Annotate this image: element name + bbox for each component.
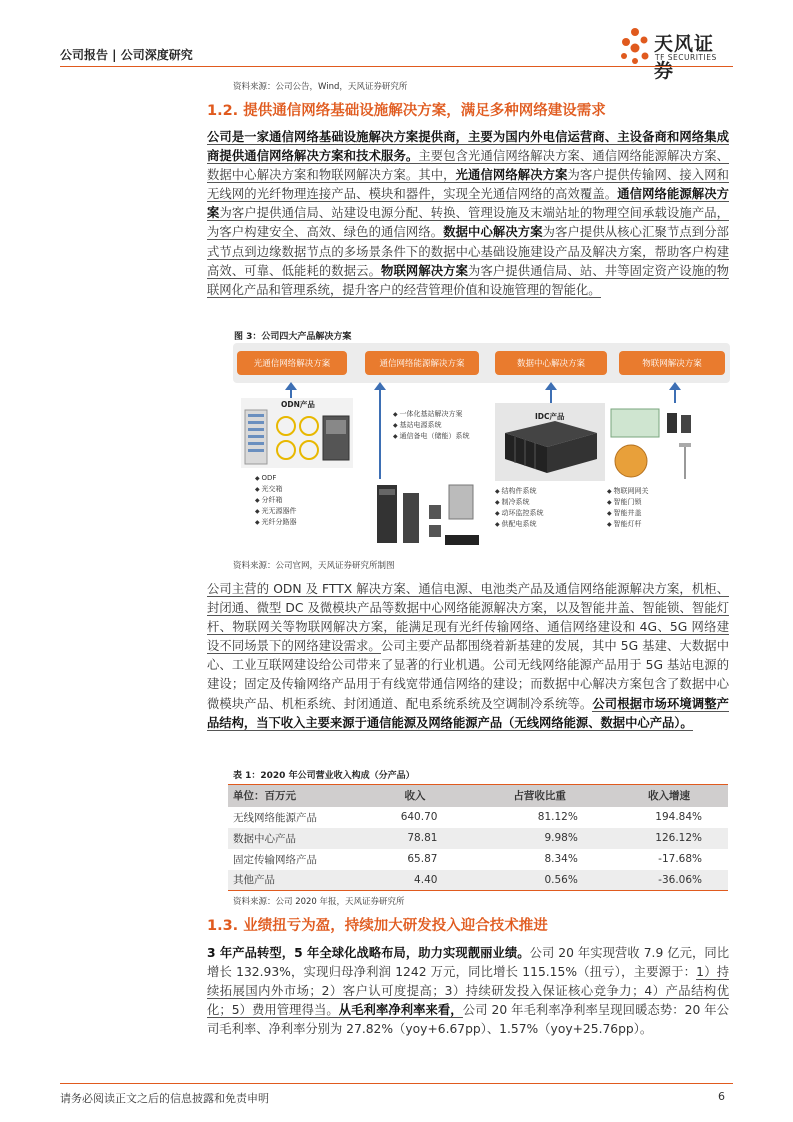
table-cell: 65.87	[407, 853, 438, 865]
table-cell: 无线网络能源产品	[233, 811, 317, 824]
section-1-3-heading	[207, 914, 548, 935]
odn-item: ◆ 光交箱	[255, 484, 297, 495]
table-row	[228, 828, 728, 849]
arrow-up-icon	[674, 389, 676, 403]
table-cell: 其他产品	[228, 870, 366, 891]
table-cell: 81.12%	[537, 811, 578, 823]
column-header: 收入增速	[604, 785, 728, 807]
iot-item: ◆ 智能灯杆	[607, 519, 649, 530]
table-row	[228, 807, 728, 828]
section-title: 业绩扭亏为盈，持续加大研发投入迎合技术推进	[243, 918, 548, 934]
idc-item: ◆ 供配电系统	[495, 519, 544, 530]
iot-list	[607, 486, 649, 530]
para1-text: 为客户提供从核心汇聚节点到分部式节点到边缘数据节点的多场景条件下的数据中心基础设施建设产品及解决方案，帮助客户构建高效、可靠、低能耗的数据云。	[207, 225, 729, 278]
table-cell: 0.56%	[463, 870, 603, 891]
table-cell: -36.06%	[604, 870, 728, 891]
paragraph-products	[207, 580, 729, 733]
footer-divider	[60, 1083, 733, 1084]
table-cell: 640.70	[400, 811, 438, 823]
energy-item: ◆ 基站电源系统	[393, 420, 470, 431]
column-header: 占营收比重	[463, 785, 603, 807]
pill-iot: 物联网解决方案	[619, 351, 725, 375]
para1-iot: 物联网解决方案	[381, 263, 469, 278]
odn-item: ◆ 分纤箱	[255, 495, 297, 506]
report-type: 公司报告 | 公司深度研究	[60, 48, 193, 62]
table-cell: 数据中心产品	[228, 828, 366, 849]
table-cell: 78.81	[366, 828, 463, 849]
column-header: 收入	[366, 785, 463, 807]
para3-margin-lead: 从毛利率净利率来看，	[338, 1003, 463, 1018]
energy-item: ◆ 通信备电（储能）系统	[393, 431, 470, 442]
iot-item: ◆ 智能门锁	[607, 497, 649, 508]
table-1-title: 表 1：2020 年公司营业收入构成（分产品）	[233, 771, 415, 781]
para3-text: 公司 20 年毛利率净利率呈现回暖态势：20 年公司毛利率、净利率分别为 27.82%（yoy+6.67pp）、1.57%（yoy+25.76pp）。	[207, 1003, 729, 1037]
table-cell: 194.84%	[655, 811, 702, 823]
pill-energy: 通信网络能源解决方案	[365, 351, 479, 375]
pill-datacenter: 数据中心解决方案	[495, 351, 607, 375]
figure-3	[233, 343, 730, 555]
table-header-row	[228, 785, 728, 807]
revenue-table	[228, 784, 728, 891]
para1-energy: 通信网络能源解决方案	[207, 187, 729, 221]
energy-product-image	[369, 479, 481, 553]
para3-lead: 3 年产品转型，5 年全球化战略布局，助力实现靓丽业绩。	[207, 946, 530, 960]
para1-text: 为客户提供传输网、接入网和无线网的光纤物理连接产品、模块和器件，实现全光通信网络的高效覆盖。	[207, 168, 729, 202]
figure-3-source: 资料来源：公司官网，天风证券研究所制图	[233, 561, 395, 571]
idc-list	[495, 486, 544, 530]
section-number: 1.2.	[207, 103, 239, 119]
iot-item: ◆ 智能井盖	[607, 508, 649, 519]
para1-text: 为客户提供通信局、站建设电源分配、转换、管理设施及末端站址的物理空间承载设施产品，为客户构建安全、高效、绿色的通信网络。	[207, 206, 729, 240]
para1-text: 主要包含光通信网络解决方案、通信网络能源解决方案、数据中心解决方案和物联网解决方案。其中，	[207, 149, 729, 183]
solutions-bar	[233, 343, 730, 383]
table-cell: 8.34%	[544, 853, 578, 865]
logo-text-en: TF SECURITIES	[655, 53, 717, 62]
para2-conclusion: 公司根据市场环境调整产品结构，当下收入主要来源于通信能源及网络能源产品（无线网络能源、数据中心产品）。	[207, 696, 729, 730]
table-1-source: 资料来源：公司 2020 年报，天风证券研究所	[233, 897, 405, 907]
para1-lead: 公司是一家通信网络基础设施解决方案提供商，主要为国内外电信运营商、主设备商和网络集成商提供通信网络解决方案和技术服务。	[207, 130, 729, 164]
source-note-1: 资料来源：公司公告，Wind，天风证券研究所	[233, 82, 408, 92]
table-cell: 4.40	[366, 870, 463, 891]
logo-mark-icon	[618, 26, 652, 66]
section-title: 提供通信网络基础设施解决方案，满足多种网络建设需求	[243, 103, 606, 119]
table-cell: 126.12%	[604, 828, 728, 849]
page-number: 6	[718, 1090, 725, 1103]
idc-title: IDC产品	[535, 412, 565, 421]
paragraph-solutions	[207, 128, 729, 300]
energy-equipment-icon	[369, 479, 481, 553]
idc-item: ◆ 结构件系统	[495, 486, 544, 497]
table-row	[228, 849, 728, 870]
energy-item: ◆ 一体化基站解决方案	[393, 409, 470, 420]
table-cell: 固定传输网络产品	[233, 853, 317, 866]
odn-item: ◆ 光纤分路器	[255, 517, 297, 528]
para3-reasons: 1）持续拓展国内外市场；2）客户认可度提高；3）持续研发投入保证核心竞争力；4）产品结构优化；5）费用管理得当。	[207, 965, 729, 1018]
para3-text: 公司 20 年实现营收 7.9 亿元，同比增长 132.93%，实现归母净利润 1242 万元，同比增长 115.15%（扭亏），主要源于：	[207, 946, 729, 980]
odn-title: ODN产品	[281, 400, 315, 409]
figure-3-label: 图 3：公司四大产品解决方案	[234, 332, 352, 342]
para1-optical: 光通信网络解决方案	[455, 168, 568, 183]
column-header: 单位：百万元	[228, 785, 366, 807]
section-number: 1.3.	[207, 918, 239, 934]
paragraph-performance	[207, 944, 729, 1039]
para2-text: 公司主要产品都围绕着新基建的发展，其中 5G 基建、大数据中心、工业互联网建设给公司带来了显著的行业机遇。公司无线网络能源产品用于 5G 基站电源的建设；固定及传输网络产品用于有线宽带通信网络的建设；而数据中心解决方案包含了数据中心微模块产品、机柜系统、封闭通道、配电系统系统及空调制冷系统等。	[207, 639, 729, 711]
company-logo	[618, 26, 733, 82]
header-divider	[60, 66, 733, 67]
iot-devices-icon	[607, 403, 703, 483]
odn-item: ◆ ODF	[255, 473, 297, 484]
idc-item: ◆ 动环监控系统	[495, 508, 544, 519]
para1-text: 为客户提供通信局、站、井等固定资产设施的物联网化产品和管理系统，提升客户的经营管理价值和设施管理的智能化。	[207, 263, 729, 297]
idc-item: ◆ 制冷系统	[495, 497, 544, 508]
logo-text-cn: 天风证券	[654, 33, 715, 82]
energy-list	[393, 409, 470, 442]
pill-optical: 光通信网络解决方案	[237, 351, 347, 375]
section-1-2-heading	[207, 99, 606, 120]
para2-underlined: 公司主营的 ODN 及 FTTX 解决方案、通信电源、电池类产品及通信网络能源解决方案，机柜、封闭通、微型 DC 及微模块产品等数据中心网络能源解决方案，以及智能井盖、智能锁、智能灯杆、物联网关等物联网解决方案，能满足现有光纤传输网络、通信网络建设和 4G、5G 网络建设不同场景下的网络建设需求。	[207, 582, 729, 654]
table-cell: -17.68%	[658, 853, 702, 865]
odn-list	[255, 473, 297, 528]
para1-datacenter: 数据中心解决方案	[443, 225, 543, 240]
footer-disclaimer: 请务必阅读正文之后的信息披露和免责申明	[60, 1092, 269, 1105]
table-cell: 9.98%	[463, 828, 603, 849]
odn-item: ◆ 光无源器件	[255, 506, 297, 517]
iot-item: ◆ 物联网网关	[607, 486, 649, 497]
iot-product-image	[607, 403, 703, 483]
page-header	[60, 33, 733, 82]
table-row	[228, 870, 728, 891]
